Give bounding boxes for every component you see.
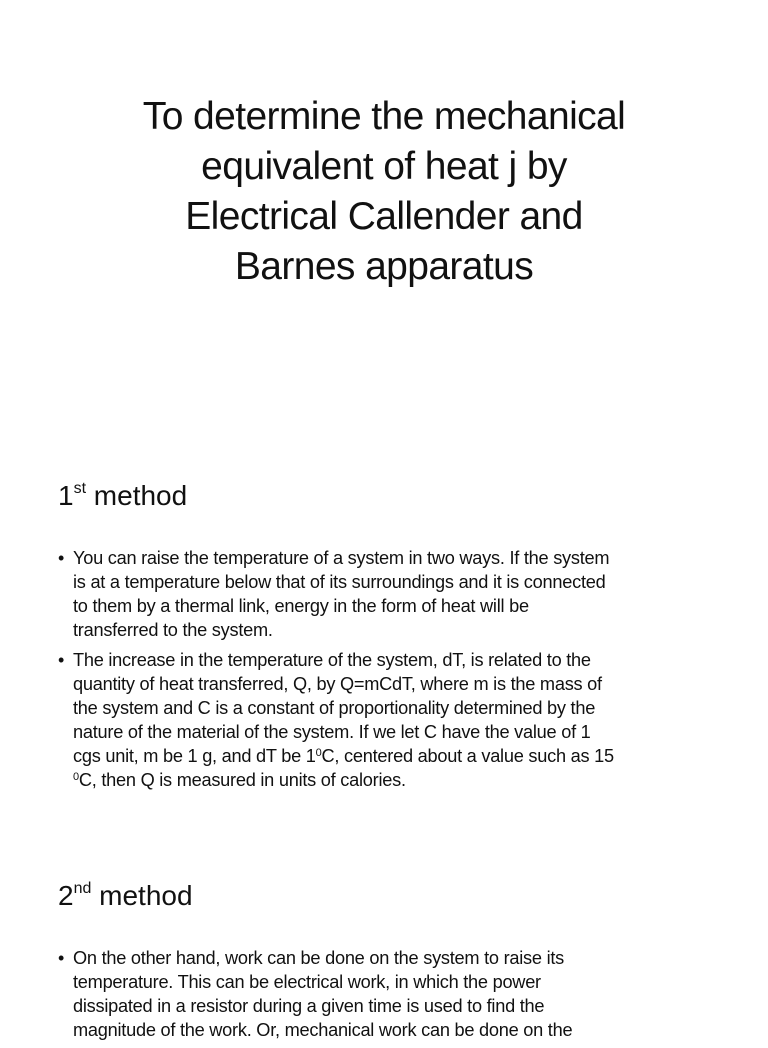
section-second-method <box>58 876 718 1048</box>
bullet-marker: • <box>58 548 65 568</box>
superscript: 0 <box>73 771 79 783</box>
page-title <box>60 92 708 292</box>
title-line: equivalent of heat j by <box>201 145 567 188</box>
section-first-method <box>58 476 718 798</box>
bullet-text: You can raise the temperature of a system in two ways. If the system is at a temperature below that of its surroundings and it is connected to them by a thermal link, energy in the form of heat will be transferred to the system. <box>73 548 610 640</box>
heading-label: method <box>91 880 193 911</box>
bullet-list <box>58 546 718 792</box>
bullet-item <box>58 648 718 792</box>
bullet-list <box>58 946 718 1042</box>
bullet-item <box>58 546 718 642</box>
section-heading <box>58 876 718 916</box>
bullet-marker: • <box>58 948 65 968</box>
heading-number: 2 <box>58 880 74 911</box>
heading-ordinal-suffix: nd <box>73 880 92 897</box>
bullet-text: On the other hand, work can be done on the system to raise its temperature. This can be electrical work, in which the power dissipated in a resistor during a given time is used to find the magnitude of the work. Or, mechanical work can be done on the <box>73 948 573 1040</box>
section-heading <box>58 476 718 516</box>
title-line: Electrical Callender and <box>185 195 583 238</box>
bullet-marker: • <box>58 650 65 670</box>
bullet-item <box>58 946 718 1042</box>
title-line: To determine the mechanical <box>142 95 626 138</box>
heading-number: 1 <box>58 480 74 511</box>
title-line: Barnes apparatus <box>234 245 534 288</box>
superscript: 0 <box>315 747 322 759</box>
bullet-text: The increase in the temperature of the system, dT, is related to the quantity of heat transferred, Q, by Q=mCdT, where m is the mass of the system and C is a constant of proportionality determined by the nature of the material of the system. If we let C have the value of 1 cgs unit, m be 1 g, and dT be $1^0C$, centered about a value such as 15 $^0$C, then Q is measured in units of calories. <box>73 650 614 790</box>
heading-label: method <box>86 480 188 511</box>
heading-ordinal-suffix: st <box>73 480 87 497</box>
